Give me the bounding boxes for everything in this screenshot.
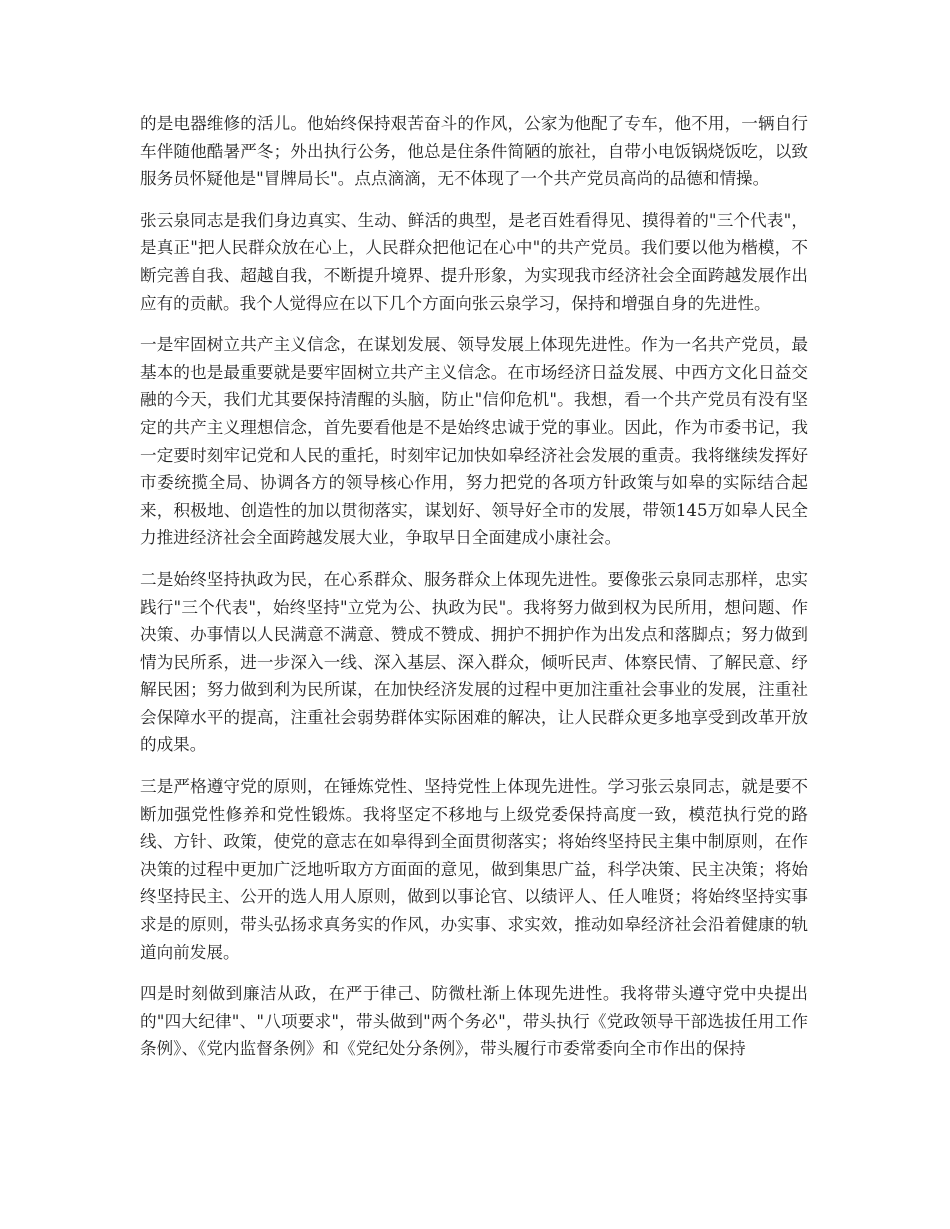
paragraph-1: 的是电器维修的活儿。他始终保持艰苦奋斗的作风，公家为他配了专车，他不用，一辆自行车伴随他酷暑严冬；外出执行公务，他总是住条件简陋的旅社，自带小电饭锅烧饭吃，以致服务员怀疑他是"冒牌局长"。点点滴滴，无不体现了一个共产党员高尚的品德和情操。 [140, 114, 808, 189]
paragraph-4: 二是始终坚持执政为民，在心系群众、服务群众上体现先进性。要像张云泉同志那样，忠实践行"三个代表"，始终坚持"立党为公、执政为民"。我将努力做到权为民所用，想问题、作决策、办事情以人民满意不满意、赞成不赞成、拥护不拥护作为出发点和落脚点；努力做到情为民所系，进一步深入一线、深入基层、深入群众，倾听民声、体察民情、了解民意、纾解民困；努力做到利为民所谋，在加快经济发展的过程中更加注重社会事业的发展，注重社会保障水平的提高，注重社会弱势群体实际困难的解决，让人民群众更多地享受到改革开放的成果。 [140, 569, 808, 755]
document-body [140, 110, 808, 1077]
paragraph-6: 四是时刻做到廉洁从政，在严于律己、防微杜渐上体现先进性。我将带头遵守党中央提出的"四大纪律"、"八项要求"，带头做到"两个务必"，带头执行《党政领导干部选拔任用工作条例》、《党内监督条例》和《党纪处分条例》，带头履行市委常委向全市作出的保持 [140, 984, 808, 1059]
paragraph-5: 三是严格遵守党的原则，在锤炼党性、坚持党性上体现先进性。学习张云泉同志，就是要不断加强党性修养和党性锻炼。我将坚定不移地与上级党委保持高度一致，模范执行党的路线、方针、政策，使党的意志在如皋得到全面贯彻落实；将始终坚持民主集中制原则，在作决策的过程中更加广泛地听取方方面面的意见，做到集思广益，科学决策、民主决策；将始终坚持民主、公开的选人用人原则，做到以事论官、以绩评人、任人唯贤；将始终坚持实事求是的原则，带头弘扬求真务实的作风，办实事、求实效，推动如皋经济社会沿着健康的轨道向前发展。 [140, 777, 808, 962]
paragraph-3: 一是牢固树立共产主义信念，在谋划发展、领导发展上体现先进性。作为一名共产党员，最基本的也是最重要就是要牢固树立共产主义信念。在市场经济日益发展、中西方文化日益交融的今天，我们尤其要保持清醒的头脑，防止"信仰危机"。我想，看一个共产党员有没有坚定的共产主义理想信念，首先要看他是不是始终忠诚于党的事业。因此，作为市委书记，我一定要时刻牢记党和人民的重托，时刻牢记加快如皋经济社会发展的重责。我将继续发挥好市委统揽全局、协调各方的领导核心作用，努力把党的各项方针政策与如皋的实际结合起来，积极地、创造性的加以贯彻落实，谋划好、领导好全市的发展，带领145万如皋人民全力推进经济社会全面跨越发展大业，争取早日全面建成小康社会。 [140, 335, 808, 548]
paragraph-2: 张云泉同志是我们身边真实、生动、鲜活的典型，是老百姓看得见、摸得着的"三个代表"，是真正"把人民群众放在心上，人民群众把他记在心中"的共产党员。我们要以他为楷模，不断完善自我、超越自我，不断提升境界、提升形象，为实现我市经济社会全面跨越发展作出应有的贡献。我个人觉得应在以下几个方面向张云泉学习，保持和增强自身的先进性。 [140, 210, 808, 313]
